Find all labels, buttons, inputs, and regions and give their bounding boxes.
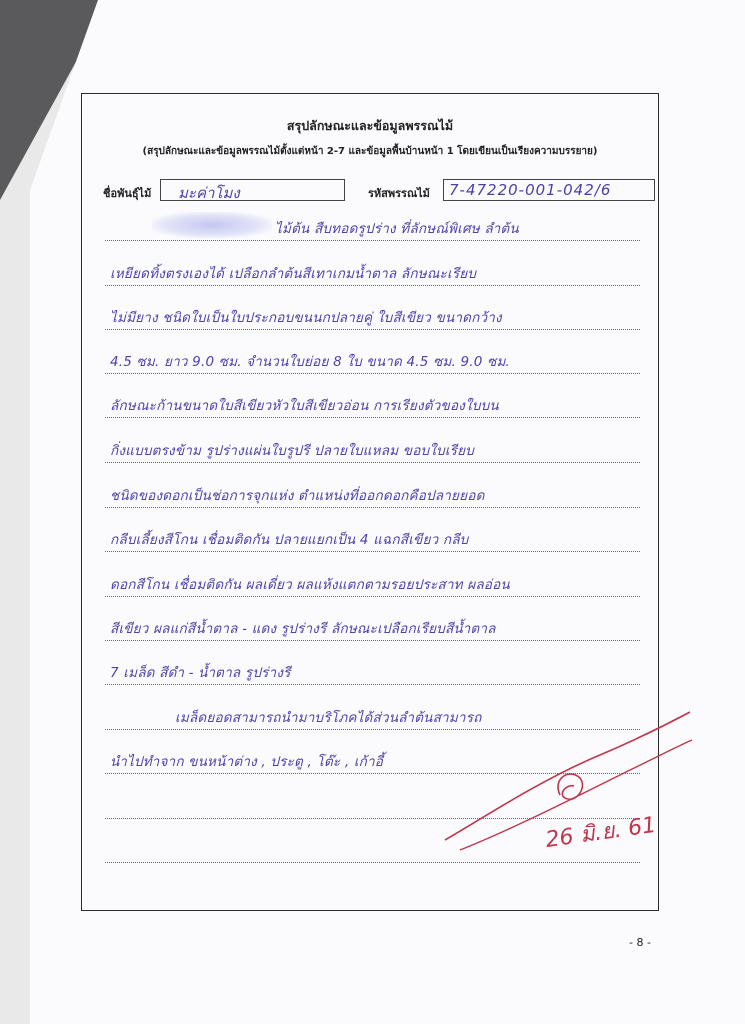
ruled-line	[105, 507, 640, 508]
description-line: ชนิดของดอกเป็นช่อการจุกแห่ง ตำแหน่งที่ออกดอกคือปลายยอด	[110, 488, 485, 504]
ruled-line	[105, 329, 640, 330]
form-title: สรุปลักษณะและข้อมูลพรรณไม้	[286, 118, 454, 133]
erased-smudge	[152, 212, 272, 238]
ruled-line	[105, 285, 640, 286]
ruled-line	[105, 417, 640, 418]
ruled-line	[105, 596, 640, 597]
description-line: 4.5 ซม. ยาว 9.0 ซม. จำนวนใบย่อย 8 ใบ ขนาด 4.5 ซม. 9.0 ซม.	[110, 354, 511, 370]
species-label: ชื่อพันธุ์ไม้	[103, 187, 152, 200]
species-value: มะค่าโมง	[178, 184, 240, 202]
code-value: 7-47220-001-042/6	[449, 181, 612, 199]
page-number: - 8 -	[629, 936, 651, 949]
description-line: ไม่มียาง ชนิดใบเป็นใบประกอบขนนกปลายคู่ ใบสีเขียว ขนาดกว้าง	[110, 310, 502, 326]
description-line: กิ่งแบบตรงข้าม รูปร่างแผ่นใบรูปรี ปลายใบแหลม ขอบใบเรียบ	[110, 443, 474, 459]
ruled-line	[105, 640, 640, 641]
ruled-line	[105, 373, 640, 374]
description-line: สีเขียว ผลแก่สีน้ำตาล - แดง รูปร่างรี ลักษณะเปลือกเรียบสีน้ำตาล	[110, 621, 496, 637]
description-line: เหยียดทิ้งตรงเองได้ เปลือกลำต้นสีเทาเกมน้ำตาล ลักษณะเรียบ	[110, 266, 477, 282]
description-line: ไม้ต้น สืบทอดรูปร่าง ที่ลักษณ์พิเศษ ลำต้น	[275, 221, 519, 237]
form-subtitle: (สรุปลักษณะและข้อมูลพรรณไม้ตั้งแต่หน้า 2-7 และข้อมูลพื้นบ้านหน้า 1 โดยเขียนเป็นเรียงความบรรยาย)	[142, 146, 598, 157]
ruled-line	[105, 551, 640, 552]
code-label: รหัสพรรณไม้	[368, 187, 430, 200]
signature-date: 26 มิ.ย. 61	[543, 812, 658, 854]
description-line: เมล็ดยอดสามารถนำมาบริโภคได้ส่วนลำต้นสามารถ	[175, 710, 482, 726]
description-line: กลีบเลี้ยงสีโกน เชื่อมติดกัน ปลายแยกเป็น 4 แฉกสีเขียว กลีบ	[110, 532, 469, 548]
description-line: นำไปทำจาก ขนหน้าต่าง , ประตู , โต๊ะ , เก้าอี้	[110, 754, 384, 770]
ruled-line	[105, 684, 640, 685]
description-line: 7 เมล็ด สีดำ - น้ำตาล รูปร่างรี	[110, 665, 291, 681]
ruled-line	[105, 462, 640, 463]
description-line: ลักษณะก้านขนาดใบสีเขียวหัวใบสีเขียวอ่อน การเรียงตัวของใบบน	[110, 398, 499, 414]
ruled-line	[105, 240, 640, 241]
description-line: ดอกสีโกน เชื่อมติดกัน ผลเดี่ยว ผลแห้งแตกตามรอยประสาท ผลอ่อน	[110, 577, 510, 593]
